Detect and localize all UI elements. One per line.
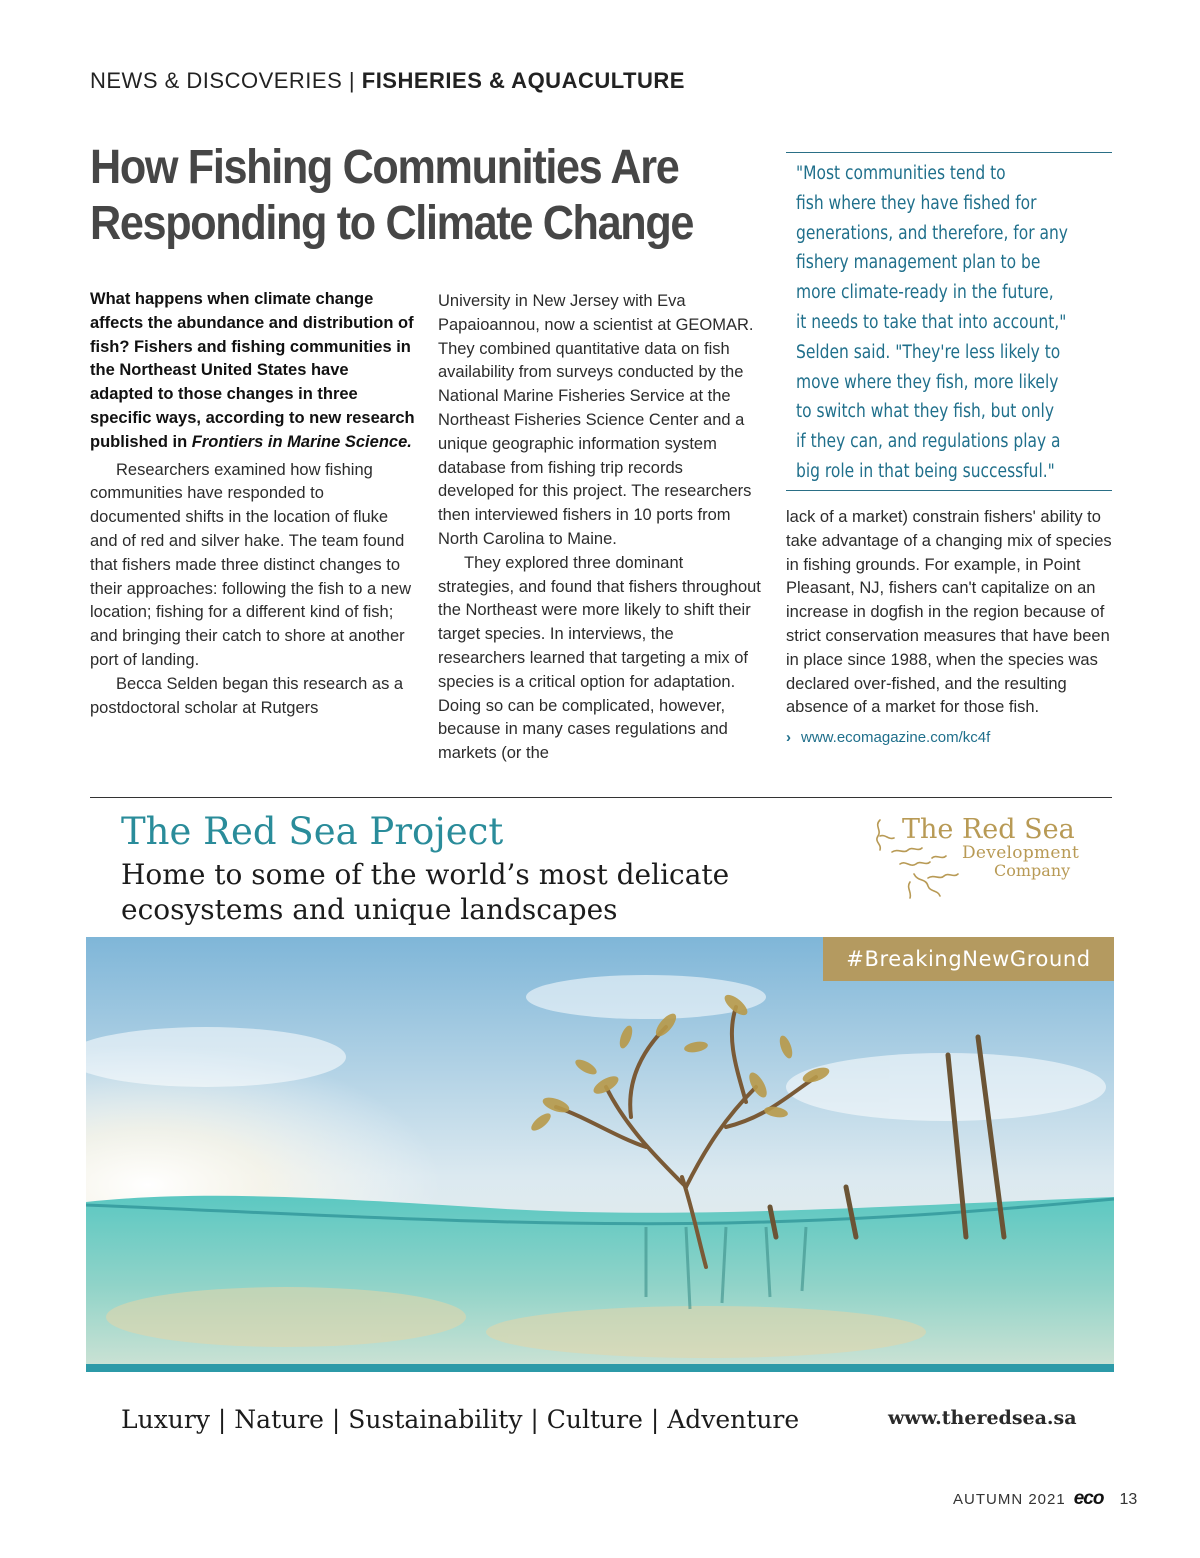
- logo-line-3: Company: [994, 861, 1071, 880]
- magazine-logo: eco: [1073, 1488, 1104, 1509]
- hashtag-badge: #BreakingNewGround: [823, 937, 1114, 981]
- page-number: 13: [1119, 1491, 1138, 1508]
- ad-url[interactable]: www.theredsea.sa: [888, 1407, 1077, 1429]
- article-link-text[interactable]: www.ecomagazine.com/kc4f: [801, 729, 991, 747]
- ad-title: The Red Sea Project: [121, 810, 504, 853]
- chevron-right-icon: ›: [786, 729, 791, 747]
- article-headline: How Fishing Communities Are Responding to Climate Change: [90, 141, 694, 250]
- article-link[interactable]: [786, 726, 1112, 750]
- section-category: NEWS & DISCOVERIES: [90, 68, 343, 93]
- section-separator: |: [348, 68, 356, 93]
- page-footer: [953, 1488, 1137, 1510]
- mangrove-photo: [86, 937, 1114, 1372]
- article-lead: [90, 288, 415, 455]
- pull-quote-text: "Most communities tend to fish where they have fished for generations, and therefore, for any fishery management plan to be more climate-ready in the future, it needs to take that into account," Selden said. "They're less likely to move where they fish, more likely to switch what they fish, but only if they can, and regulations play a big role in that being successful.": [796, 163, 1068, 482]
- lead-text: What happens when climate change affects the abundance and distribution of fish? Fishers and fishing communities in the Northeast United States have adapted to those changes in three specific ways, according to new research published in: [90, 290, 415, 451]
- section-header: [90, 68, 685, 94]
- body-paragraph: They explored three dominant strategies, and found that fishers throughout the Northeast were more likely to shift their target species. In interviews, the researchers learned that targeting a mix of species is a critical option for adaptation. Doing so can be complicated, however, because in many cases regulations and markets (or the: [438, 553, 761, 763]
- section-divider: [90, 797, 1112, 798]
- body-paragraph-continued: lack of a market) constrain fishers' ability to take advantage of a changing mix of species in fishing grounds. For example, in Point Pleasant, NJ, fishers can't capitalize on an increase in dogfish in the region because of strict conservation measures that have been in place since 1988, when the species was declared over-fished, and the resulting absence of a market for those fish.: [786, 508, 1112, 717]
- ad-subtitle: Home to some of the world’s most delicate ecosystems and unique landscapes: [121, 858, 730, 926]
- article-column-2: [438, 290, 763, 766]
- article-column-1: [90, 288, 415, 720]
- article-column-3: [786, 506, 1112, 750]
- pull-quote: [786, 152, 1112, 491]
- issue-label: AUTUMN 2021: [953, 1491, 1066, 1508]
- body-paragraph: Researchers examined how fishing communities have responded to documented shifts in the location of fluke and of red and silver hake. The team found that fishers made three distinct changes to their approaches: following the fish to a new location; fishing for a different kind of fish; and bringing their catch to shore at another port of landing.: [90, 460, 412, 669]
- lead-journal: Frontiers in Marine Science.: [191, 432, 412, 451]
- section-subcategory: FISHERIES & AQUACULTURE: [361, 68, 685, 93]
- ad-tagline: Luxury | Nature | Sustainability | Culture | Adventure: [121, 1405, 800, 1434]
- red-sea-logo: [870, 812, 1085, 904]
- body-paragraph-continued: University in New Jersey with Eva Papaioannou, now a scientist at GEOMAR. They combined quantitative data on fish availability from surveys conducted by the National Marine Fisheries Service at the Northeast Fisheries Science Center and a unique geographic information system database from fishing trip records developed for this project. The researchers then interviewed fishers in 10 ports from North Carolina to Maine.: [438, 292, 754, 548]
- logo-line-1: The Red Sea: [902, 814, 1075, 845]
- body-paragraph: Becca Selden began this research as a postdoctoral scholar at Rutgers: [90, 674, 404, 717]
- logo-line-2: Development: [962, 843, 1080, 863]
